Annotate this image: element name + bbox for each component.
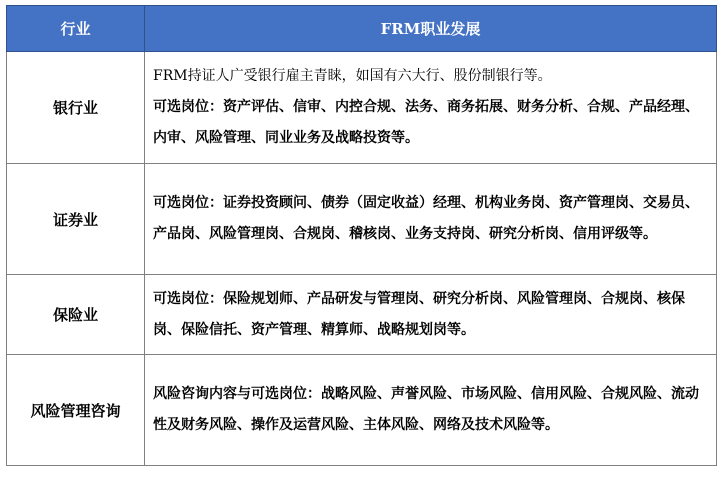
table-row-banking bbox=[7, 52, 717, 164]
description-line: 风险咨询内容与可选岗位：战略风险、声誉风险、市场风险、信用风险、合规风险、流动性及财务风险、操作及运营风险、主体风险、网络及技术风险等。 bbox=[153, 386, 699, 433]
description-line: FRM持证人广受银行雇主青睐，如国有六大行、股份制银行等。 bbox=[153, 68, 552, 84]
table-row-securities bbox=[7, 164, 717, 275]
table-row-risk-consulting bbox=[7, 355, 717, 466]
table-header-row bbox=[7, 6, 717, 52]
description-line: 可选岗位：保险规划师、产品研发与管理岗、研究分析岗、风险管理岗、合规岗、核保岗、保险信托、资产管理、精算师、战略规划岗等。 bbox=[153, 290, 685, 338]
description-cell bbox=[145, 52, 717, 164]
industry-cell: 银行业 bbox=[7, 52, 145, 164]
frm-career-table-container bbox=[6, 5, 716, 466]
industry-cell: 保险业 bbox=[7, 275, 145, 355]
description-line: 可选岗位：资产评估、信审、内控合规、法务、商务拓展、财务分析、合规、产品经理、内审、风险管理、同业业务及战略投资等。 bbox=[153, 99, 699, 146]
industry-cell: 证券业 bbox=[7, 164, 145, 275]
description-cell bbox=[145, 164, 717, 275]
description-line: 可选岗位：证券投资顾问、债券（固定收益）经理、机构业务岗、资产管理岗、交易员、产品岗、风险管理岗、合规岗、稽核岗、业务支持岗、研究分析岗、信用评级等。 bbox=[153, 195, 699, 242]
description-cell bbox=[145, 275, 717, 355]
header-industry: 行业 bbox=[7, 6, 145, 52]
frm-career-table bbox=[6, 5, 717, 466]
header-frm-development: FRM职业发展 bbox=[145, 6, 717, 52]
table-row-insurance bbox=[7, 275, 717, 355]
description-cell bbox=[145, 355, 717, 466]
industry-cell: 风险管理咨询 bbox=[7, 355, 145, 466]
